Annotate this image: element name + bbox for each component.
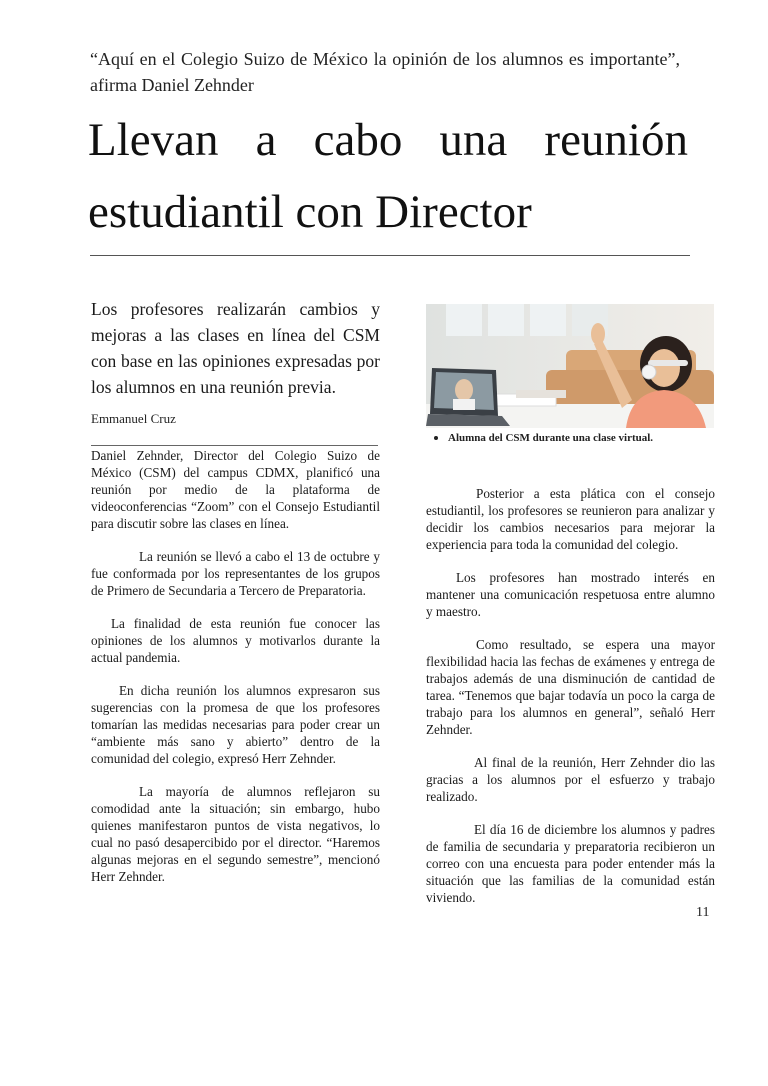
headline: Llevan a cabo una reunión estudiantil con Director: [88, 114, 688, 238]
body-paragraph: Posterior a esta plática con el consejo estudiantil, los profesores se reunieron para analizar y decidir los cambios necesarios para mejorar la experiencia para toda la comunidad del colegio.: [426, 486, 715, 552]
body-paragraph: Daniel Zehnder, Director del Colegio Suizo de México (CSM) del campus CDMX, planificó una reunión por medio de la plataforma de videoconferencias “Zoom” con el Consejo Estudiantil para discutir sobre las clases en línea.: [91, 448, 380, 531]
body-paragraph: Al final de la reunión, Herr Zehnder dio las gracias a los alumnos por el esfuerzo y trabajo realizado.: [426, 755, 715, 804]
lede-summary: Los profesores realizarán cambios y mejoras a las clases en línea del CSM con base en las opiniones expresadas por los alumnos en una reunión previa.: [91, 299, 380, 397]
photo-caption: [434, 432, 714, 444]
article-photo: [426, 304, 714, 428]
byline-divider: [91, 445, 378, 446]
body-paragraph: Los profesores han mostrado interés en mantener una comunicación respetuosa entre alumno y maestro.: [426, 570, 715, 619]
left-column: [91, 447, 380, 901]
page-number: 11: [696, 905, 710, 920]
body-paragraph: Como resultado, se espera una mayor flexibilidad hacia las fechas de exámenes y entrega de trabajos además de una disminución de cantidad de tarea. “Tenemos que bajar todavía un poco la carga de trabajo para los alumnos en general”, señaló Herr Zehnder.: [426, 637, 715, 737]
right-column: [426, 485, 715, 922]
body-paragraph: La finalidad de esta reunión fue conocer las opiniones de los alumnos y motivarlos durante la actual pandemia.: [91, 616, 380, 665]
body-paragraph: El día 16 de diciembre los alumnos y padres de familia de secundaria y preparatoria recibieron un correo con una encuesta para poder entender más la situación que las familias de la comunidad están viviendo.: [426, 822, 715, 905]
body-paragraph: La mayoría de alumnos reflejaron su comodidad ante la situación; sin embargo, hubo quienes manifestaron puntos de vista negativos, lo cual no pasó desapercibido por el director. “Haremos algunas mejoras en el segundo semestre”, mencionó Herr Zehnder.: [91, 784, 380, 884]
kicker-quote: “Aquí en el Colegio Suizo de México la opinión de los alumnos es importante”, afirma Daniel Zehnder: [90, 49, 680, 95]
body-paragraph: La reunión se llevó a cabo el 13 de octubre y fue conformada por los representantes de los grupos de Primero de Secundaria a Tercero de Preparatoria.: [91, 549, 380, 598]
bullet-icon: [434, 436, 438, 440]
photo-caption-text: Alumna del CSM durante una clase virtual.: [448, 432, 654, 444]
student-video-class-illustration: [426, 304, 714, 428]
byline: Emmanuel Cruz: [91, 411, 176, 426]
body-paragraph: En dicha reunión los alumnos expresaron sus sugerencias con la promesa de que los profesores tomarían las medidas necesarias para poder crear un “ambiente más sano y abierto” dentro de la comunidad del colegio, expresó Herr Zehnder.: [91, 683, 380, 766]
headline-divider: [90, 255, 690, 256]
